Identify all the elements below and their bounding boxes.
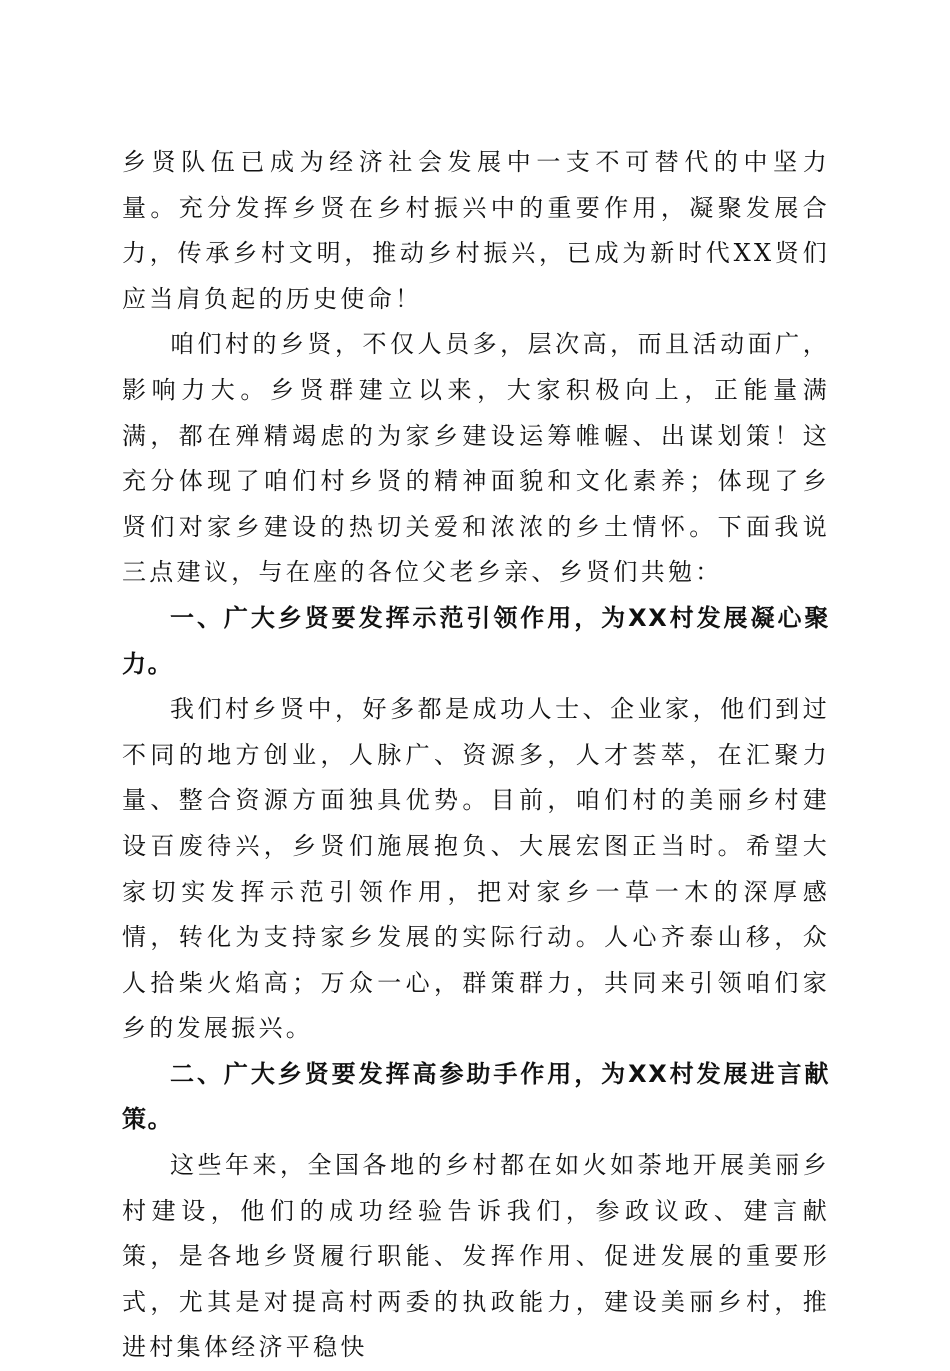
document-body <box>122 140 830 1371</box>
paragraph-section-1: 我们村乡贤中，好多都是成功人士、企业家，他们到过不同的地方创业，人脉广、资源多，人才荟萃，在汇聚力量、整合资源方面独具优势。目前，咱们村的美丽乡村建设百废待兴，乡贤们施展抱负、大展宏图正当时。希望大家切实发挥示范引领作用，把对家乡一草一木的深厚感情，转化为支持家乡发展的实际行动。人心齐泰山移，众人拾柴火焰高；万众一心，群策群力，共同来引领咱们家乡的发展振兴。 <box>122 695 830 1043</box>
section-heading-2: 二、广大乡贤要发挥高参助手作用，为XX村发展进言献策。 <box>122 1059 830 1134</box>
paragraph-continuation: 乡贤队伍已成为经济社会发展中一支不可替代的中坚力量。充分发挥乡贤在乡村振兴中的重要作用，凝聚发展合力，传承乡村文明，推动乡村振兴，已成为新时代XX贤们应当肩负起的历史使命！ <box>122 148 830 313</box>
section-heading-1: 一、广大乡贤要发挥示范引领作用，为XX村发展凝心聚力。 <box>122 603 830 678</box>
paragraph-section-2: 这些年来，全国各地的乡村都在如火如荼地开展美丽乡村建设，他们的成功经验告诉我们，参政议政、建言献策，是各地乡贤履行职能、发挥作用、促进发展的重要形式，尤其是对提高村两委的执政能力，建设美丽乡村，推进村集体经济平稳快 <box>122 1151 830 1362</box>
paragraph-village-sages: 咱们村的乡贤，不仅人员多，层次高，而且活动面广，影响力大。乡贤群建立以来，大家积极向上，正能量满满，都在殚精竭虑的为家乡建设运筹帷幄、出谋划策！这充分体现了咱们村乡贤的精神面貌和文化素养；体现了乡贤们对家乡建设的热切关爱和浓浓的乡土情怀。下面我说三点建议，与在座的各位父老乡亲、乡贤们共勉： <box>122 330 830 587</box>
